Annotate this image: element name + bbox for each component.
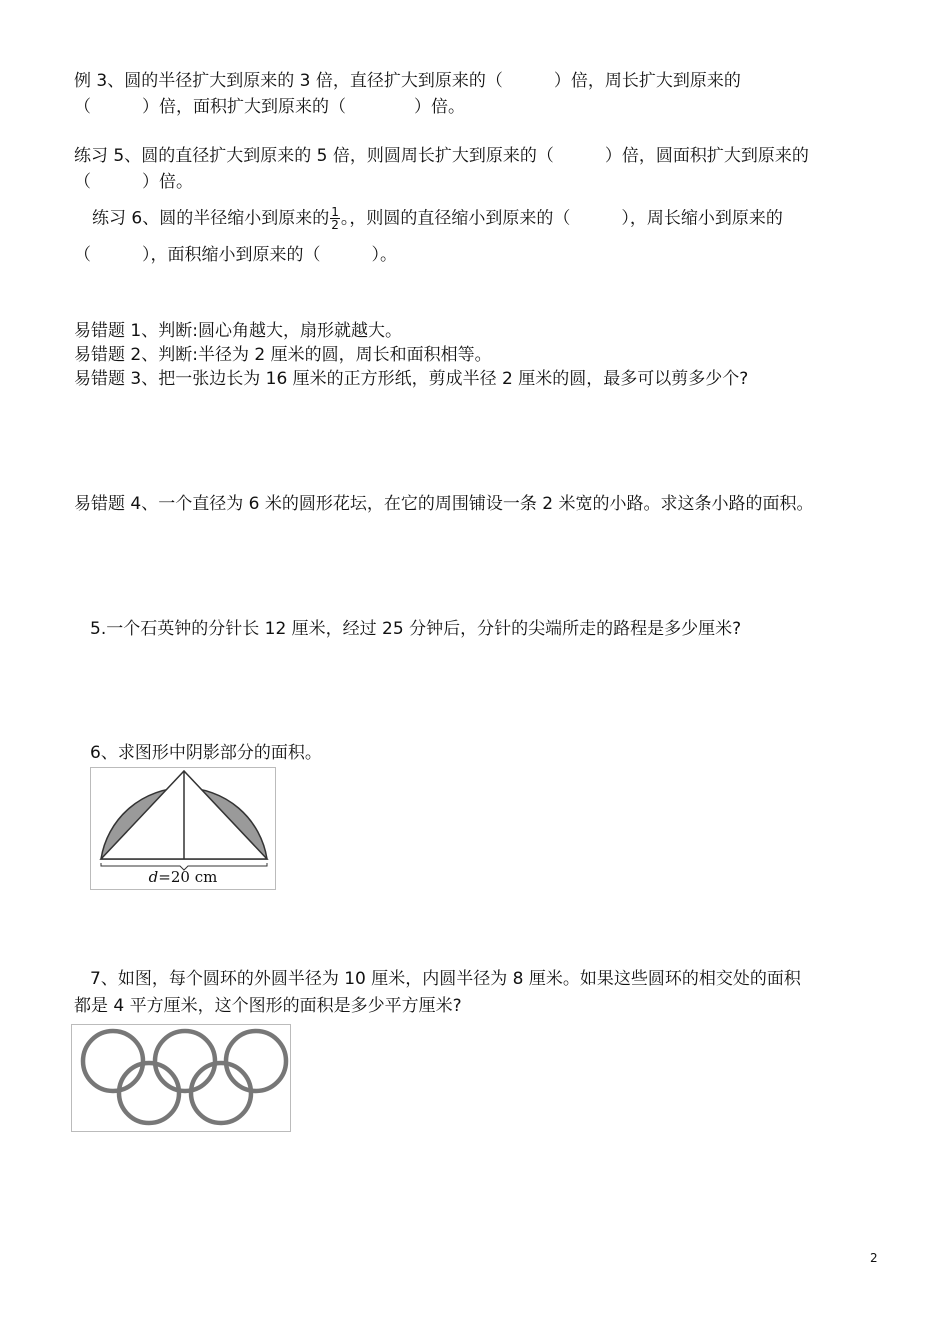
- practice-6-text-a: 练习 6、圆的半径缩小到原来的: [92, 208, 330, 229]
- error-question-3: 易错题 3、把一张边长为 16 厘米的正方形纸，剪成半径 2 厘米的圆，最多可以剪多少个?: [74, 369, 749, 389]
- ring-bottom-right: [191, 1063, 251, 1123]
- practice-6-line-2: （ ），面积缩小到原来的（ ）。: [74, 245, 397, 265]
- rings-diagram: [72, 1025, 290, 1131]
- error-question-4: 易错题 4、一个直径为 6 米的圆形花坛，在它的周围铺设一条 2 米宽的小路。求这条小路的面积。: [74, 494, 814, 514]
- question-7-line-2: 都是 4 平方厘米，这个图形的面积是多少平方厘米?: [74, 996, 462, 1016]
- practice-6-line-1: [92, 206, 783, 231]
- fraction-one-half: [330, 206, 340, 231]
- practice-6-text-b: 。，则圆的直径缩小到原来的（ ），周长缩小到原来的: [340, 208, 783, 229]
- fraction-numerator: 1: [331, 205, 339, 219]
- practice-5-line-2: （ ）倍。: [74, 172, 193, 192]
- example-3-line-2: （ ）倍，面积扩大到原来的（ ）倍。: [74, 97, 465, 117]
- fraction-denominator: 2: [331, 218, 339, 232]
- error-question-1: 易错题 1、判断:圆心角越大，扇形就越大。: [74, 321, 402, 341]
- semicircle-figure: [90, 767, 276, 890]
- diameter-value: =20 cm: [158, 868, 218, 886]
- ring-top-right: [226, 1031, 286, 1091]
- practice-5-line-1: 练习 5、圆的直径扩大到原来的 5 倍，则圆周长扩大到原来的（ ）倍，圆面积扩大到原来的: [74, 146, 809, 166]
- diameter-label: [91, 868, 275, 886]
- rings-figure: [71, 1024, 291, 1132]
- question-5: 5.一个石英钟的分针长 12 厘米，经过 25 分钟后，分针的尖端所走的路程是多少厘米?: [90, 619, 742, 639]
- error-question-2: 易错题 2、判断:半径为 2 厘米的圆，周长和面积相等。: [74, 345, 492, 365]
- ring-bottom-left: [119, 1063, 179, 1123]
- diameter-variable: d: [148, 868, 159, 886]
- page-number: 2: [870, 1251, 878, 1265]
- ring-top-left: [83, 1031, 143, 1091]
- ring-top-middle: [155, 1031, 215, 1091]
- example-3-line-1: 例 3、圆的半径扩大到原来的 3 倍，直径扩大到原来的（ ）倍，周长扩大到原来的: [74, 71, 741, 91]
- question-7-line-1: 7、如图，每个圆环的外圆半径为 10 厘米，内圆半径为 8 厘米。如果这些圆环的相交处的面积: [90, 969, 801, 989]
- question-6: 6、求图形中阴影部分的面积。: [90, 743, 322, 763]
